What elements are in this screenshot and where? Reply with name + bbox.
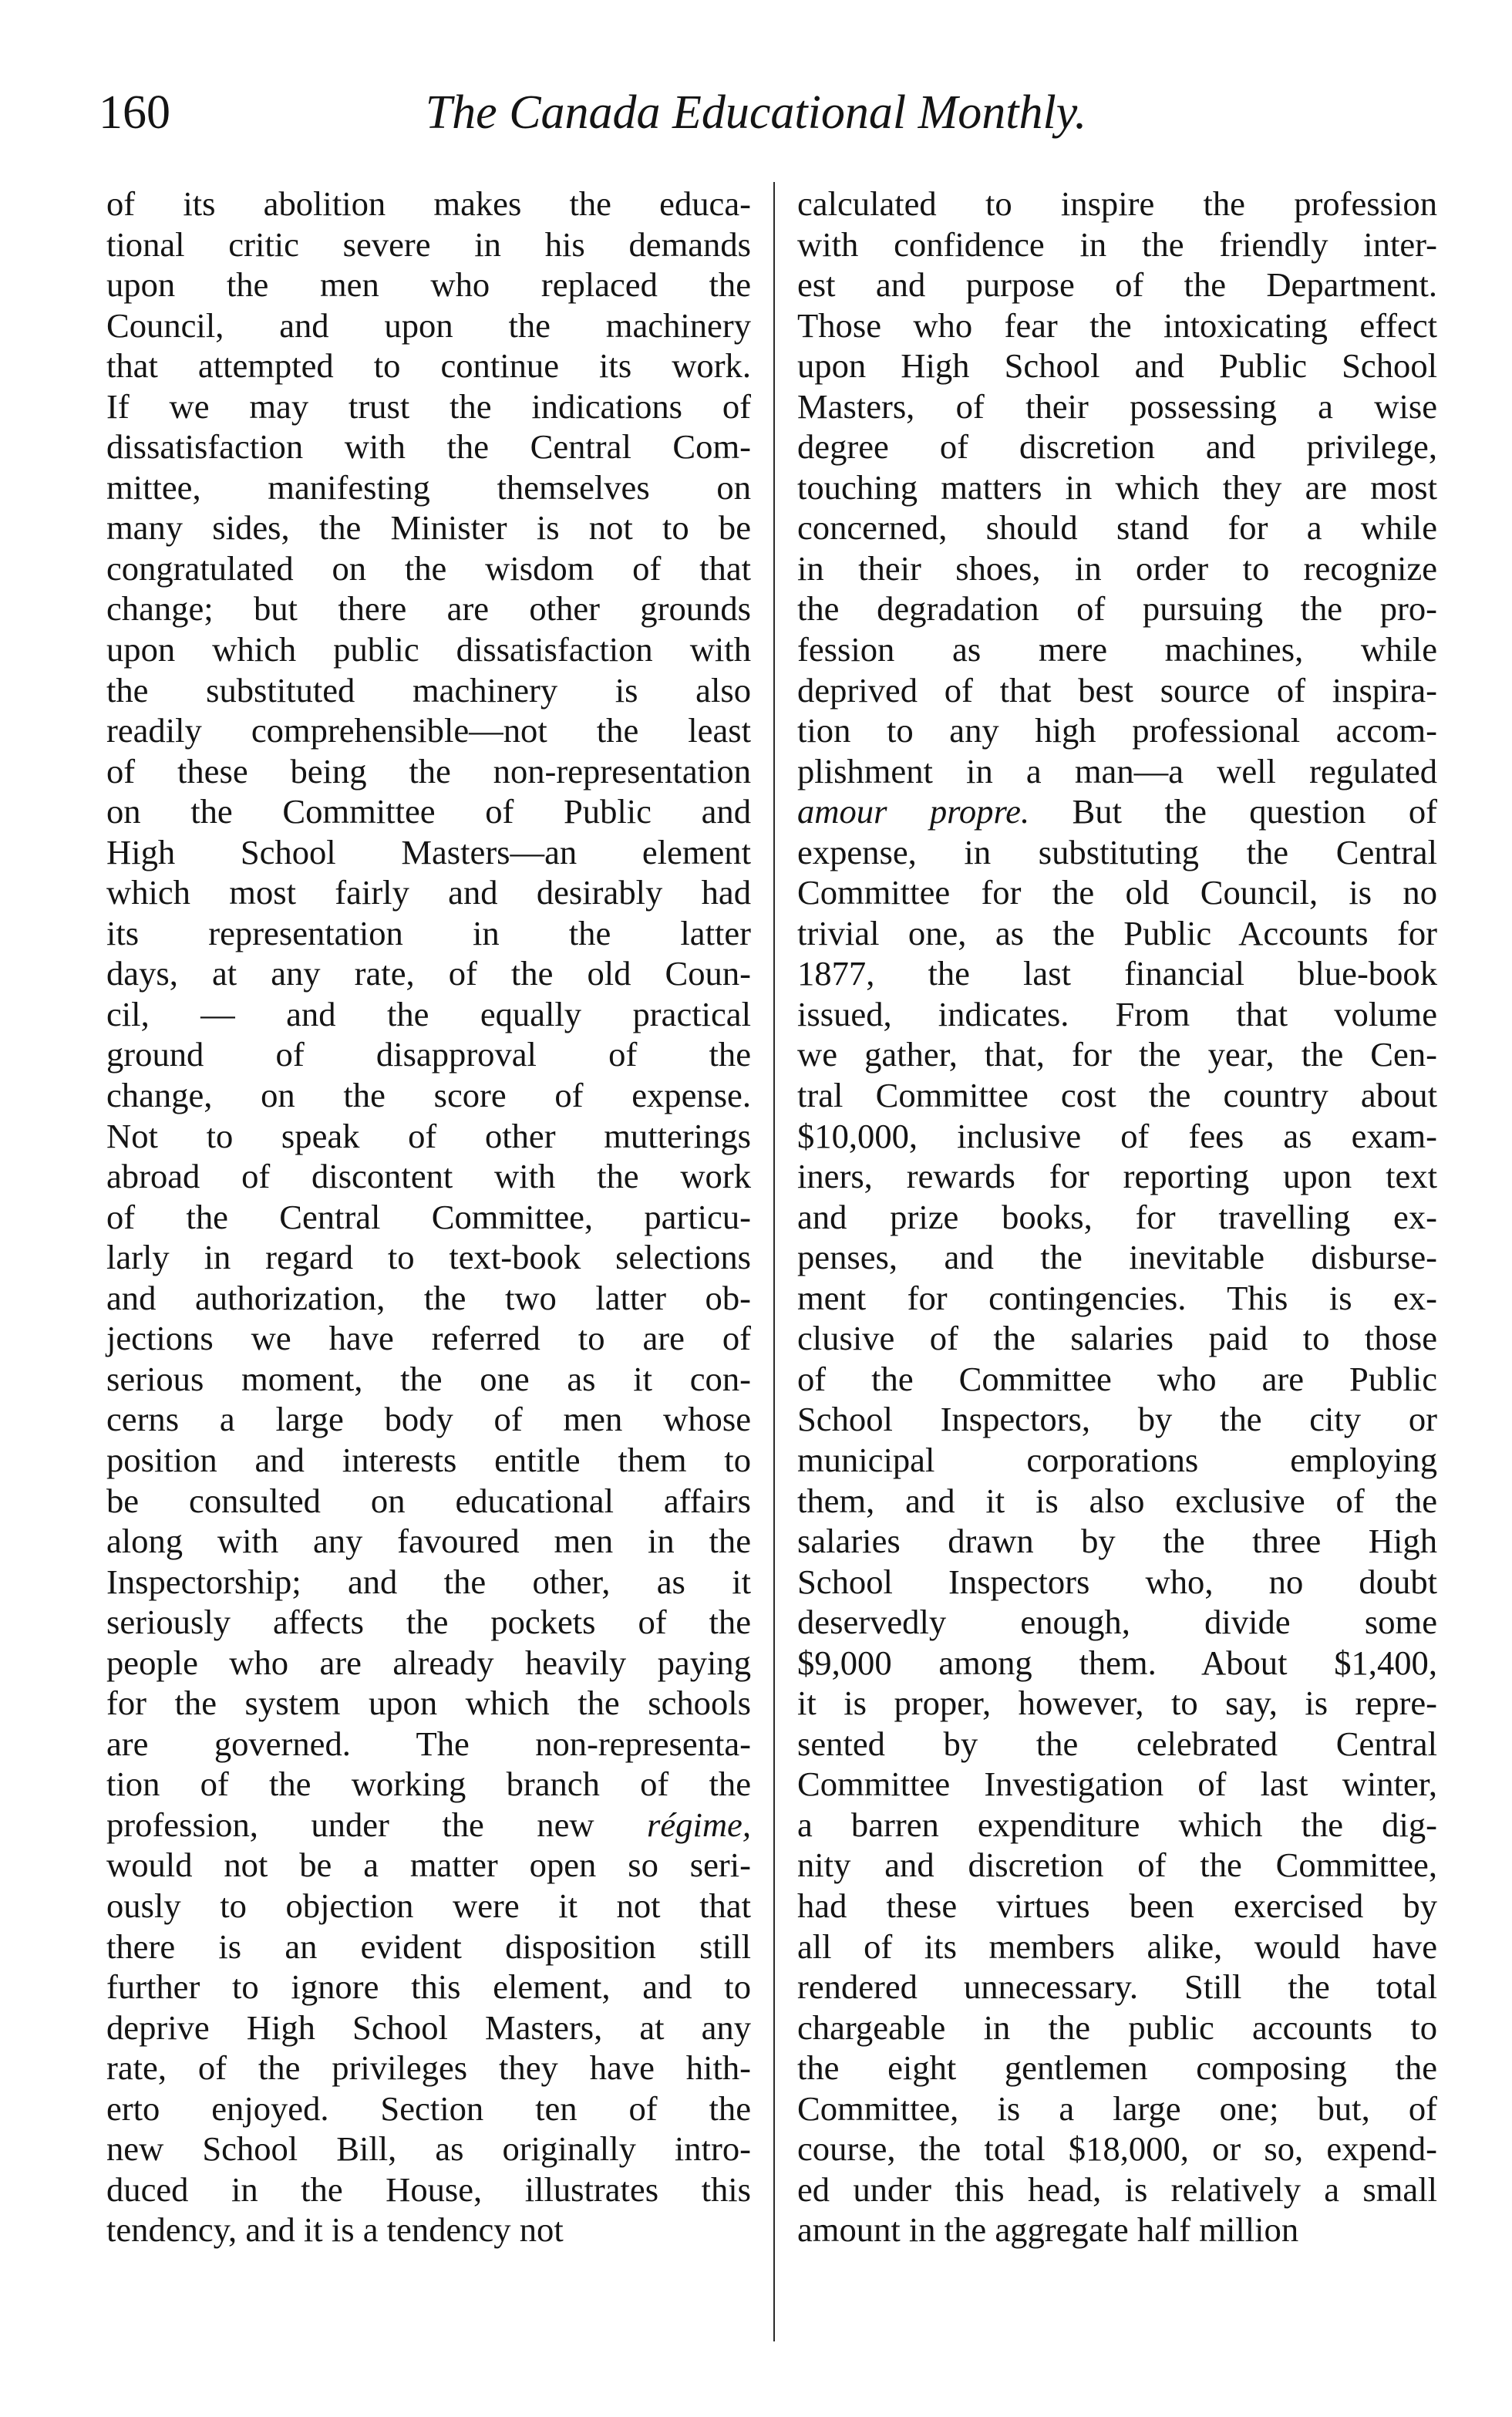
text-line: erto enjoyed. Section ten of the — [106, 2088, 751, 2128]
text-line: for the system upon which the schools — [106, 1684, 751, 1723]
text-line: on the Committee of Public and — [106, 792, 751, 831]
text-line: in their shoes, in order to recognize — [797, 548, 1437, 588]
text-line: abroad of discontent with the work — [106, 1157, 751, 1196]
text-line: ed under this head, is relatively a small — [797, 2169, 1437, 2209]
text-line: penses, and the inevitable disburse- — [797, 1238, 1437, 1277]
text-line: the eight gentlemen composing the — [797, 2048, 1437, 2088]
italic-phrase: amour propre. — [797, 792, 1030, 831]
text-line: that attempted to continue its work. — [106, 346, 751, 386]
text-line: upon High School and Public School — [797, 346, 1437, 386]
italic-phrase: régime, — [647, 1805, 751, 1844]
text-line: change, on the score of expense. — [106, 1076, 751, 1115]
text-span: But the question of — [1029, 792, 1437, 831]
text-span: profession, under the new — [106, 1805, 648, 1844]
text-line: touching matters in which they are most — [797, 467, 1437, 507]
text-line: dissatisfaction with the Central Com- — [106, 427, 751, 467]
text-line: School Inspectors who, no doubt — [797, 1562, 1437, 1601]
text-line: rate, of the privileges they have hith- — [106, 2048, 751, 2088]
right-column — [797, 184, 1437, 2250]
text-line: Committee for the old Council, is no — [797, 873, 1437, 912]
text-line: change; but there are other grounds — [106, 589, 751, 629]
text-line: its representation in the latter — [106, 913, 751, 952]
text-line: there is an evident disposition still — [106, 1927, 751, 1966]
text-line: iners, rewards for reporting upon text — [797, 1157, 1437, 1196]
text-line: High School Masters—an element — [106, 832, 751, 871]
text-line: rendered unnecessary. Still the total — [797, 1967, 1437, 2007]
text-line: people who are already heavily paying — [106, 1643, 751, 1682]
running-title: The Canada Educational Monthly. — [425, 86, 1087, 139]
text-line: If we may trust the indications of — [106, 386, 751, 426]
text-line: jections we have referred to are of — [106, 1319, 751, 1358]
text-line: Masters, of their possessing a wise — [797, 386, 1437, 426]
text-line: sented by the celebrated Central — [797, 1724, 1437, 1763]
text-line: tion of the working branch of the — [106, 1765, 751, 1804]
left-column — [106, 184, 751, 2250]
text-line: course, the total $18,000, or so, expend- — [797, 2129, 1437, 2169]
text-line: trivial one, as the Public Accounts for — [797, 913, 1437, 952]
text-line: chargeable in the public accounts to — [797, 2007, 1437, 2047]
text-line: expense, in substituting the Central — [797, 832, 1437, 871]
text-line: be consulted on educational affairs — [106, 1481, 751, 1520]
text-line: upon which public dissatisfaction with — [106, 630, 751, 669]
text-line: amount in the aggregate half million — [797, 2210, 1299, 2250]
text-line: duced in the House, illustrates this — [106, 2169, 751, 2209]
column-rule — [773, 182, 775, 2341]
text-line: and authorization, the two latter ob- — [106, 1278, 751, 1317]
page-header — [0, 82, 1512, 143]
text-line: with confidence in the friendly inter- — [797, 224, 1437, 264]
text-line: municipal corporations employing — [797, 1440, 1437, 1479]
text-line: and prize books, for travelling ex- — [797, 1197, 1437, 1236]
text-line: a barren expenditure which the dig- — [797, 1805, 1437, 1844]
text-line: nity and discretion of the Committee, — [797, 1846, 1437, 1885]
text-line: deprive High School Masters, at any — [106, 2007, 751, 2047]
text-line: them, and it is also exclusive of the — [797, 1481, 1437, 1520]
text-line: of these being the non-representation — [106, 751, 751, 790]
text-line: cil, — and the equally practical — [106, 994, 751, 1033]
page-number: 160 — [99, 86, 170, 139]
text-line: Not to speak of other mutterings — [106, 1116, 751, 1155]
text-line: serious moment, the one as it con- — [106, 1359, 751, 1398]
text-line: Council, and upon the machinery — [106, 305, 751, 345]
text-line: readily comprehensible—not the least — [106, 711, 751, 750]
text-line: which most fairly and desirably had — [106, 873, 751, 912]
text-line: tral Committee cost the country about — [797, 1076, 1437, 1115]
text-line: $9,000 among them. About $1,400, — [797, 1643, 1437, 1682]
text-line — [106, 1805, 751, 1846]
text-line: tional critic severe in his demands — [106, 224, 751, 264]
text-line: new School Bill, as originally intro- — [106, 2129, 751, 2169]
text-line: we gather, that, for the year, the Cen- — [797, 1035, 1437, 1074]
text-line: plishment in a man—a well regulated — [797, 751, 1437, 790]
text-line: of the Central Committee, particu- — [106, 1197, 751, 1236]
text-line: ment for contingencies. This is ex- — [797, 1278, 1437, 1317]
text-line: issued, indicates. From that volume — [797, 994, 1437, 1033]
text-line: clusive of the salaries paid to those — [797, 1319, 1437, 1358]
text-line: ground of disapproval of the — [106, 1035, 751, 1074]
text-line: tendency, and it is a tendency not — [106, 2210, 564, 2250]
text-line: of its abolition makes the educa- — [106, 184, 751, 223]
text-line: salaries drawn by the three High — [797, 1522, 1437, 1561]
text-line: est and purpose of the Department. — [797, 265, 1437, 305]
text-line: School Inspectors, by the city or — [797, 1400, 1437, 1439]
text-line: Those who fear the intoxicating effect — [797, 305, 1437, 345]
text-line: 1877, the last financial blue-book — [797, 954, 1437, 993]
text-line: had these virtues been exercised by — [797, 1886, 1437, 1925]
text-line: Inspectorship; and the other, as it — [106, 1562, 751, 1601]
text-line: deservedly enough, divide some — [797, 1603, 1437, 1642]
text-line: are governed. The non-representa- — [106, 1724, 751, 1763]
text-line: would not be a matter open so seri- — [106, 1846, 751, 1885]
text-line: many sides, the Minister is not to be — [106, 508, 751, 548]
text-line: the degradation of pursuing the pro- — [797, 589, 1437, 629]
text-line: larly in regard to text-book selections — [106, 1238, 751, 1277]
text-line: degree of discretion and privilege, — [797, 427, 1437, 467]
text-line: it is proper, however, to say, is repre- — [797, 1684, 1437, 1723]
text-line: seriously affects the pockets of the — [106, 1603, 751, 1642]
text-line: calculated to inspire the profession — [797, 184, 1437, 223]
text-line: of the Committee who are Public — [797, 1359, 1437, 1398]
text-line: ously to objection were it not that — [106, 1886, 751, 1925]
text-line: tion to any high professional accom- — [797, 711, 1437, 750]
text-line: Committee Investigation of last winter, — [797, 1765, 1437, 1804]
text-line: further to ignore this element, and to — [106, 1967, 751, 2007]
text-line: position and interests entitle them to — [106, 1440, 751, 1479]
text-line: all of its members alike, would have — [797, 1927, 1437, 1966]
text-line: mittee, manifesting themselves on — [106, 467, 751, 507]
text-line: congratulated on the wisdom of that — [106, 548, 751, 588]
text-line: cerns a large body of men whose — [106, 1400, 751, 1439]
text-line: fession as mere machines, while — [797, 630, 1437, 669]
text-line — [797, 791, 1437, 832]
text-line: concerned, should stand for a while — [797, 508, 1437, 548]
text-line: upon the men who replaced the — [106, 265, 751, 305]
text-line: deprived of that best source of inspira- — [797, 670, 1437, 710]
text-line: along with any favoured men in the — [106, 1522, 751, 1561]
text-line: days, at any rate, of the old Coun- — [106, 954, 751, 993]
text-line: Committee, is a large one; but, of — [797, 2088, 1437, 2128]
text-line: the substituted machinery is also — [106, 670, 751, 710]
text-line: $10,000, inclusive of fees as exam- — [797, 1116, 1437, 1155]
